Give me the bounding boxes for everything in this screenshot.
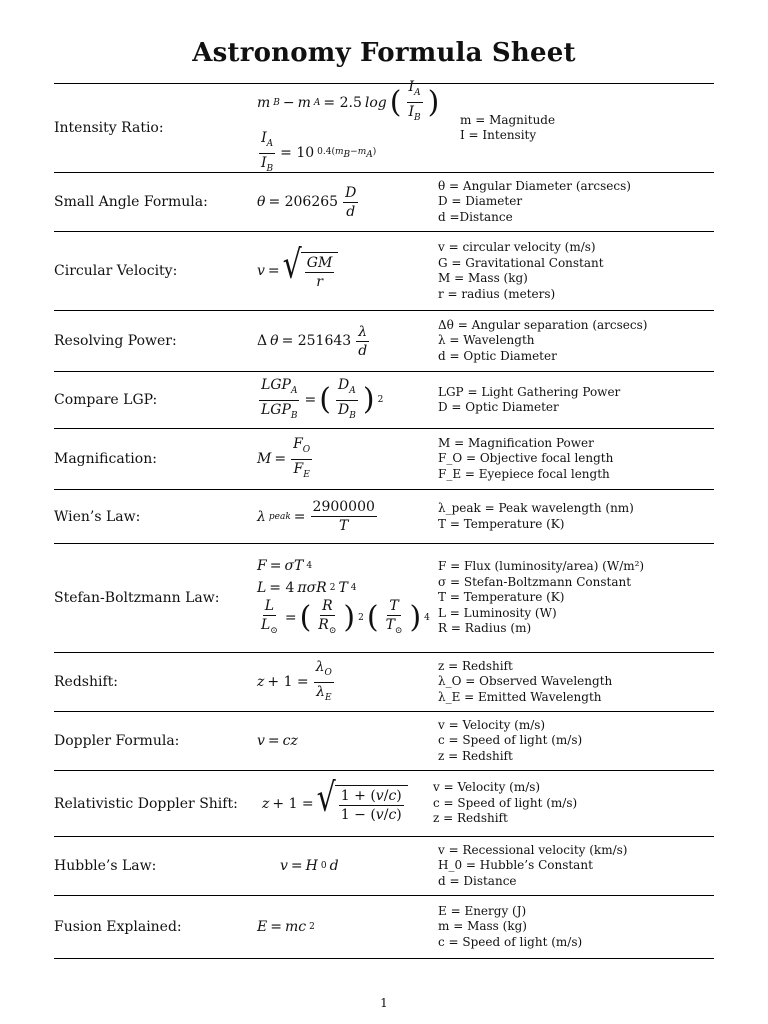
variable-def: c = Speed of light (m/s) — [438, 934, 583, 949]
row-name: Compare LGP: — [54, 392, 158, 408]
variable-def: m = Mass (kg) — [438, 919, 527, 934]
variable-def: Δθ = Angular separation (arcsecs) — [438, 317, 648, 332]
row-name: Redshift: — [54, 674, 118, 690]
variable-def: T = Temperature (K) — [438, 516, 565, 531]
row-formula: v = cz — [257, 733, 298, 749]
row-name: Resolving Power: — [54, 333, 177, 349]
variable-def: d = Optic Diameter — [438, 348, 557, 363]
variable-def: c = Speed of light (m/s) — [433, 795, 578, 810]
variable-def: E = Energy (J) — [438, 903, 527, 918]
row-formula: Δ θ = 251643 $\frac{\lambda}{d}$ — [257, 323, 368, 359]
row-variables — [460, 84, 555, 172]
page-title: Astronomy Formula Sheet — [192, 38, 576, 68]
row-variables — [438, 311, 647, 371]
row-name: Magnification: — [54, 451, 157, 467]
row-variables — [438, 232, 604, 310]
row-name: Doppler Formula: — [54, 733, 180, 749]
variable-def: F = Flux (luminosity/area) (W/m²) — [438, 559, 645, 574]
table-row — [54, 232, 714, 311]
row-variables — [438, 490, 634, 543]
row-name: Intensity Ratio: — [54, 120, 164, 136]
table-row — [54, 653, 714, 712]
variable-def: λ_peak = Peak wavelength (nm) — [438, 501, 634, 515]
variable-def: v = Velocity (m/s) — [433, 780, 541, 795]
variable-def: D = Diameter — [438, 194, 523, 209]
row-formula: λ peak = $\frac{2900000}{T}$ — [257, 499, 375, 534]
variable-def: θ = Angular Diameter (arcsecs) — [438, 178, 631, 193]
variable-def: L = Luminosity (W) — [438, 605, 557, 620]
variable-def: m = Magnitude — [460, 112, 556, 127]
table-row — [54, 712, 714, 771]
table-row — [54, 173, 714, 232]
variable-def: z = Redshift — [433, 811, 508, 826]
variable-def: LGP = Light Gathering Power — [438, 384, 621, 399]
row-variables — [438, 896, 582, 958]
table-row — [54, 372, 714, 429]
formula-table — [54, 79, 714, 959]
row-formula: M = $\frac{F_O}{F_E}$ — [257, 435, 311, 480]
variable-def: F_E = Eyepiece focal length — [438, 466, 610, 481]
row-name: Wien’s Law: — [54, 508, 141, 525]
variable-def: z = Redshift — [438, 658, 513, 673]
variable-def: r = radius (meters) — [438, 286, 556, 301]
row-variables — [433, 771, 577, 836]
row-formula: E = mc 2 — [257, 919, 315, 935]
row-variables — [438, 837, 627, 895]
variable-def: v = Velocity (m/s) — [438, 717, 546, 732]
variable-def: d = Distance — [438, 873, 517, 888]
variable-def: H_0 = Hubble’s Constant — [438, 858, 593, 873]
variable-def: G = Gravitational Constant — [438, 255, 604, 270]
row-formula: m B − m A = 2.5 log ( $\frac{I_A}{I_B}$ ) $\frac{I_A}{I_B}$ = 10 $0.4(m_B-m_A)$ — [257, 79, 440, 174]
row-variables — [438, 653, 612, 711]
row-name: Stefan-Boltzmann Law: — [54, 590, 220, 606]
row-formula: v = H 0 d — [280, 858, 339, 874]
variable-def: d =Distance — [438, 209, 513, 224]
row-name: Small Angle Formula: — [54, 194, 208, 210]
variable-def: F_O = Objective focal length — [438, 451, 614, 466]
table-row — [54, 311, 714, 372]
row-formula: v = √ $\frac{GM}{r}$ — [257, 232, 338, 310]
row-variables — [438, 712, 582, 770]
row-name: Hubble’s Law: — [54, 858, 157, 874]
table-row — [54, 771, 714, 837]
row-variables — [438, 372, 620, 428]
row-formula: z + 1 = √ $\frac{1 + (v/c)}{1 - (v/c)}$ — [262, 771, 408, 836]
variable-def: M = Mass (kg) — [438, 271, 528, 285]
row-name: Circular Velocity: — [54, 263, 178, 279]
variable-def: v = Recessional velocity (km/s) — [438, 842, 628, 857]
variable-def: v = circular velocity (m/s) — [438, 240, 596, 254]
table-row — [54, 896, 714, 959]
row-formula: $\frac{LGP_A}{LGP_B}$ = ( $\frac{D_A}{D_B}$ ) 2 — [261, 376, 384, 421]
variable-def: c = Speed of light (m/s) — [438, 733, 583, 748]
variable-def: z = Redshift — [438, 748, 513, 763]
variable-def: R = Radius (m) — [438, 621, 532, 636]
table-row — [54, 429, 714, 490]
variable-def: I = Intensity — [460, 128, 537, 142]
row-name: Fusion Explained: — [54, 919, 182, 935]
table-row — [54, 837, 714, 896]
variable-def: D = Optic Diameter — [438, 400, 559, 414]
row-formula: z + 1 = $\frac{\lambda_O}{\lambda_E}$ — [257, 658, 332, 703]
row-formula: F = σT 4 L = 4 πσR 2 T 4 $\frac{L}{L_⊙}$ = ( $\frac{R}{R_⊙}$ ) 2 ( $\frac{T}{T_⊙}$ ) 4 — [257, 557, 430, 636]
variable-def: λ_E = Emitted Wavelength — [438, 689, 602, 704]
row-variables — [438, 429, 613, 489]
page-number: 1 — [380, 996, 388, 1010]
variable-def: T = Temperature (K) — [438, 590, 565, 605]
table-row — [54, 544, 714, 653]
variable-def: M = Magnification Power — [438, 435, 594, 450]
table-row — [54, 490, 714, 544]
row-formula: θ = 206265 $\frac{D}{d}$ — [257, 184, 357, 220]
row-variables — [438, 544, 644, 652]
row-name: Relativistic Doppler Shift: — [54, 795, 238, 812]
row-variables — [438, 173, 631, 231]
variable-def: σ = Stefan-Boltzmann Constant — [438, 574, 632, 589]
table-row — [54, 79, 714, 174]
variable-def: λ = Wavelength — [438, 333, 535, 348]
variable-def: λ_O = Observed Wavelength — [438, 674, 613, 689]
